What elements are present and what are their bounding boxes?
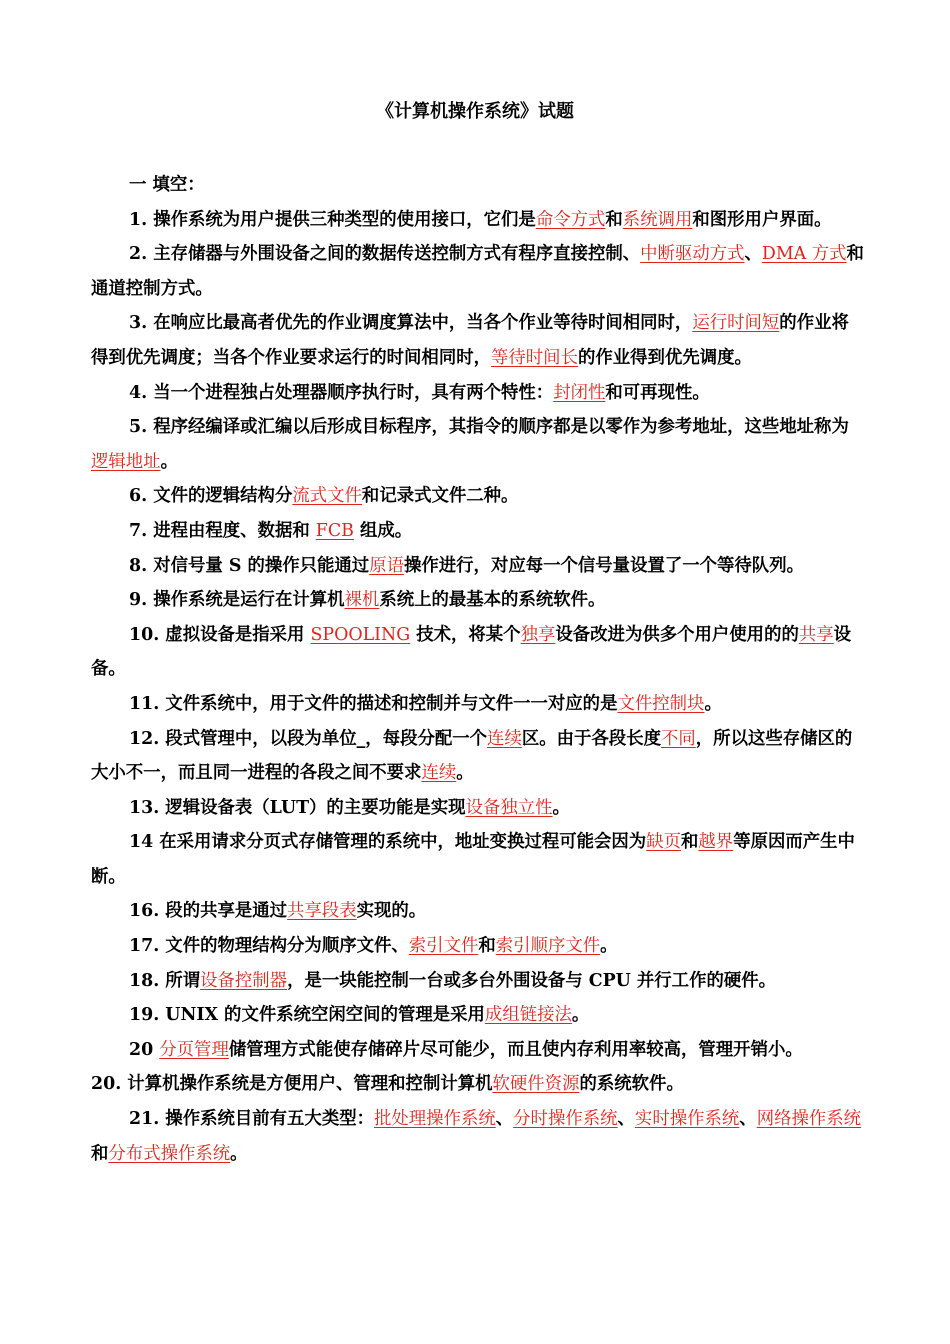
question-text: 的作业将得到优先调度；当各个作业要求运行的时间相同时， (91, 313, 849, 368)
question-text: 2. 主存储器与外围设备之间的数据传送控制方式有程序直接控制、 (129, 244, 641, 265)
answer-text: 越界 (698, 832, 734, 853)
answer-text: 不同 (660, 728, 696, 749)
question-text: 3. 在响应比最高者优先的作业调度算法中，当各个作业等待时间相同时， (129, 313, 693, 334)
answer-text: SPOOLING (310, 624, 411, 645)
question-item (91, 410, 866, 479)
answer-text: 共享段表 (287, 901, 357, 922)
answer-text: 文件控制块 (617, 693, 705, 714)
answer-text: 命令方式 (535, 209, 606, 230)
question-text: 。 (571, 1005, 590, 1026)
answer-text: 软硬件资源 (492, 1074, 580, 1095)
answer-text: 逻辑地址 (91, 451, 161, 472)
question-text: 17. 文件的物理结构分为顺序文件、 (129, 936, 409, 957)
answer-text: 独享 (520, 624, 556, 645)
question-text: 。 (456, 763, 474, 784)
answer-text: 设备控制器 (200, 970, 288, 991)
question-text: 和 (478, 936, 496, 957)
answer-text: 连续 (487, 728, 522, 749)
answer-text: 系统调用 (622, 209, 693, 230)
page-title: 《计算机操作系统》试题 (376, 101, 574, 122)
answer-text: 批处理操作系统 (374, 1109, 496, 1130)
question-text: ，所以这些存储区的大小不一，而且同一进程的各段之间不要求 (91, 728, 853, 784)
question-text: 操作进行，对应每一个信号量设置了一个等待队列。 (403, 555, 804, 576)
answer-text: DMA 方式 (761, 244, 847, 265)
answer-text: 运行时间短 (692, 313, 780, 334)
question-text: 14 在采用请求分页式存储管理的系统中，地址变换过程可能会因为 (129, 832, 647, 853)
question-item (91, 549, 866, 584)
question-text: 19. UNIX 的文件系统空闲空间的管理是采用 (129, 1005, 485, 1026)
question-item (91, 514, 866, 549)
question-item (91, 306, 866, 375)
question-text: 10. 虚拟设备是指采用 (129, 624, 311, 645)
question-text: 。 (600, 936, 618, 957)
question-text: 区。由于各段长度 (521, 728, 661, 749)
answer-text: 等待时间长 (491, 347, 578, 368)
question-item (91, 618, 866, 687)
answer-text: 设备独立性 (465, 797, 553, 818)
question-text: 和记录式文件二种。 (361, 486, 519, 507)
question-text: 设备。 (91, 624, 852, 680)
answer-text: 封闭性 (553, 382, 606, 403)
question-text: 13. 逻辑设备表（LUT）的主要功能是实现 (129, 797, 466, 818)
question-text: 20 (129, 1039, 160, 1060)
question-item (91, 791, 866, 826)
question-text: 等原因而产生中断。 (91, 832, 855, 887)
answer-text: 缺页 (646, 832, 681, 853)
question-item (91, 203, 866, 238)
answer-text: 索引文件 (408, 936, 479, 957)
question-text: 21. 操作系统目前有五大类型： (129, 1109, 374, 1130)
question-text: 7. 进程由程度、数据和 (129, 520, 316, 541)
question-item (91, 1067, 866, 1102)
question-text: 11. 文件系统中，用于文件的描述和控制并与文件一一对应的是 (129, 693, 618, 714)
question-text: 12. 段式管理中，以段为单位_，每段分配一个 (129, 728, 488, 749)
question-text: 8. 对信号量 S 的操作只能通过 (129, 555, 370, 576)
section-heading: 一 填空： (129, 175, 205, 195)
question-item (91, 479, 866, 514)
answer-text: 分布式操作系统 (108, 1143, 231, 1164)
question-text: 9. 操作系统是运行在计算机 (129, 590, 345, 611)
answer-text: 中断驱动方式 (640, 244, 745, 265)
question-text: 技术，将某个 (410, 624, 521, 645)
answer-text: 裸机 (344, 590, 380, 611)
question-text: 。 (552, 797, 570, 818)
question-text: 20. 计算机操作系统是方便用户、管理和控制计算机 (91, 1074, 493, 1095)
question-text: 4. 当一个进程独占处理器顺序执行时，具有两个特性： (129, 382, 554, 403)
answer-text: 分页管理 (159, 1039, 229, 1060)
question-item (91, 964, 866, 999)
question-text: 和可再现性。 (605, 382, 710, 403)
question-text: 、 (495, 1109, 514, 1130)
question-text: 、 (744, 244, 762, 265)
question-text: 组成。 (353, 520, 413, 541)
answer-text: 网络操作系统 (756, 1109, 862, 1130)
question-text: 的系统软件。 (579, 1074, 684, 1095)
question-item (91, 376, 866, 411)
question-text: 储管理方式能使存储碎片尽可能少，而且使内存利用率较高，管理开销小。 (228, 1039, 803, 1060)
question-item (91, 237, 866, 306)
question-text: 实现的。 (356, 901, 427, 922)
answer-text: 共享 (798, 624, 834, 645)
question-text: 1. 操作系统为用户提供三种类型的使用接口，它们是 (129, 209, 536, 230)
answer-text: 分时操作系统 (513, 1109, 618, 1130)
question-text: 设备改进为供多个用户使用的的 (555, 624, 799, 645)
question-text: 。 (160, 451, 178, 472)
question-item (91, 583, 866, 618)
question-item (91, 1033, 866, 1068)
question-text: 的作业得到优先调度。 (577, 347, 752, 368)
question-text: 16. 段的共享是通过 (129, 901, 288, 922)
question-text: 6. 文件的逻辑结构分 (129, 486, 293, 507)
question-text: 和 (681, 832, 699, 853)
question-text: 和图形用户界面。 (692, 209, 832, 230)
question-text: 18. 所谓 (129, 970, 201, 991)
question-item (91, 825, 866, 894)
answer-text: FCB (315, 520, 354, 541)
question-text: 、 (739, 1109, 757, 1130)
question-text: 和 (91, 1143, 109, 1164)
question-text: 5. 程序经编译或汇编以后形成目标程序，其指令的顺序都是以零作为参考地址，这些地址称为 (129, 417, 849, 438)
question-text: 和 (605, 209, 623, 230)
question-list (91, 168, 866, 1171)
answer-text: 索引顺序文件 (495, 936, 601, 957)
question-item (91, 998, 866, 1033)
question-item (91, 722, 866, 791)
answer-text: 连续 (421, 763, 457, 784)
question-text: 和通道控制方式。 (91, 244, 864, 299)
question-text: ，是一块能控制一台或多台外围设备与 CPU 并行工作的硬件。 (287, 970, 777, 991)
question-text: 系统上的最基本的系统软件。 (379, 590, 606, 611)
question-item (91, 929, 866, 964)
question-item (91, 687, 866, 722)
answer-text: 流式文件 (292, 486, 362, 507)
answer-text: 原语 (369, 555, 404, 576)
question-text: 。 (704, 693, 722, 714)
question-text: 、 (617, 1109, 635, 1130)
answer-text: 实时操作系统 (634, 1109, 740, 1130)
question-item (91, 1102, 866, 1171)
answer-text: 成组链接法 (484, 1005, 572, 1026)
question-item (91, 894, 866, 929)
question-text: 。 (230, 1143, 248, 1164)
